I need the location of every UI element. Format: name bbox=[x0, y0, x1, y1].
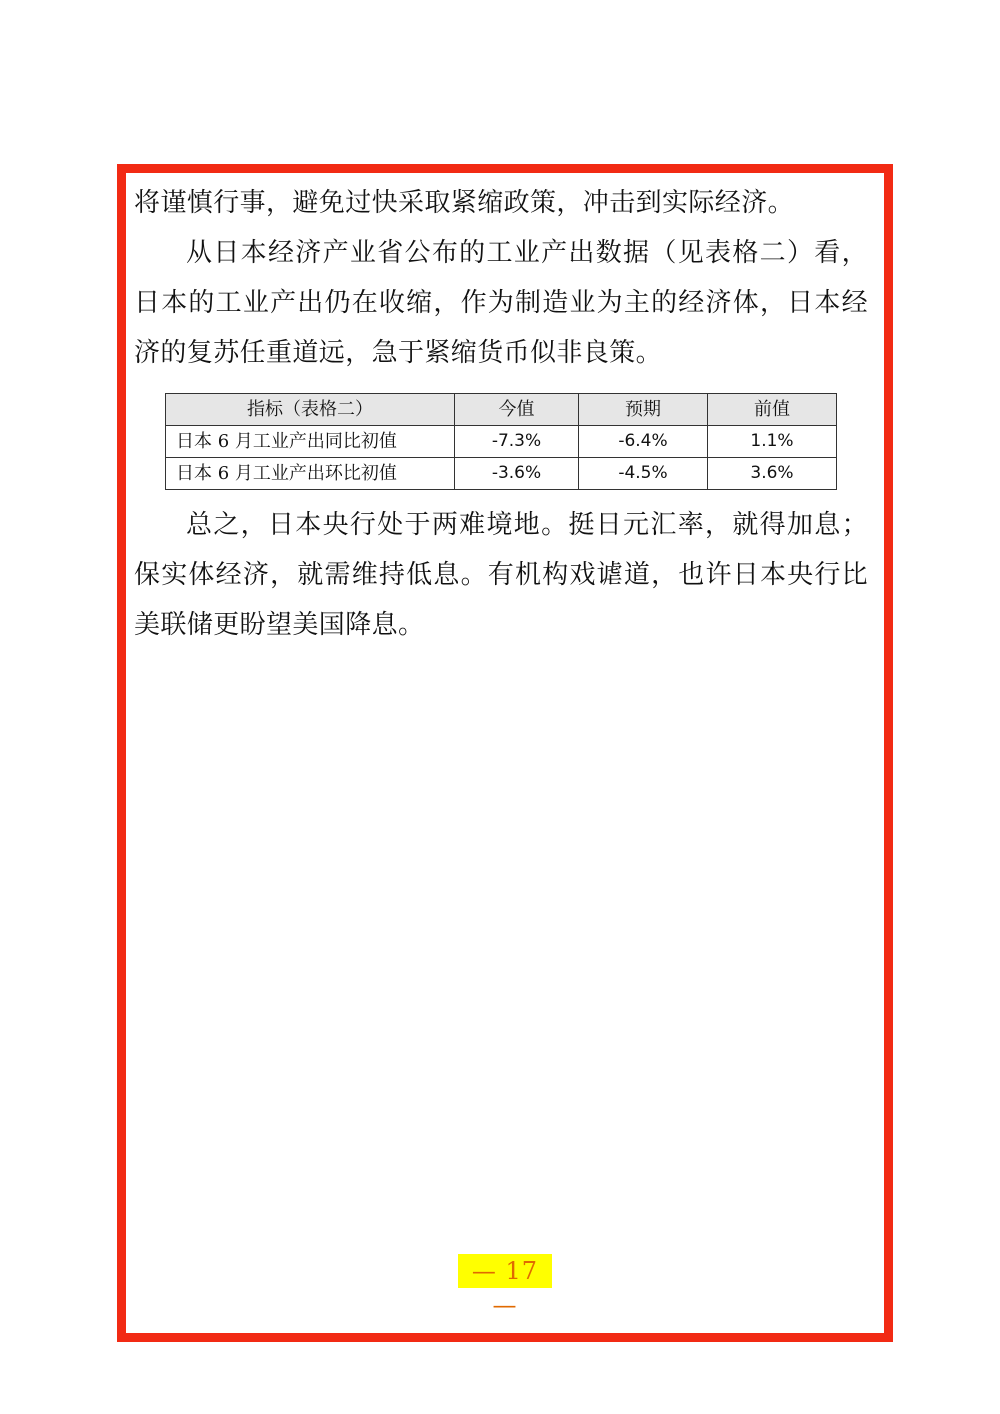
table-row bbox=[166, 426, 837, 458]
table-cell-indicator: 日本 6 月工业产出环比初值 bbox=[166, 458, 455, 490]
table-cell-current: -3.6% bbox=[455, 458, 579, 490]
table-cell-indicator: 日本 6 月工业产出同比初值 bbox=[166, 426, 455, 458]
paragraph-1: 将谨慎行事，避免过快采取紧缩政策，冲击到实际经济。 bbox=[134, 188, 795, 218]
table-row bbox=[166, 458, 837, 490]
table-cell-forecast: -4.5% bbox=[579, 458, 708, 490]
page-content bbox=[134, 178, 868, 650]
industrial-output-table bbox=[165, 393, 837, 490]
table-header-indicator: 指标（表格二） bbox=[166, 394, 455, 426]
table-cell-previous: 1.1% bbox=[708, 426, 837, 458]
page-number: — 17 — bbox=[458, 1254, 552, 1288]
table-header-current: 今值 bbox=[455, 394, 579, 426]
paragraph-2: 从日本经济产业省公布的工业产出数据（见表格二）看，日本的工业产出仍在收缩，作为制造业为主的经济体，日本经济的复苏任重道远，急于紧缩货币似非良策。 bbox=[134, 238, 868, 368]
table-cell-previous: 3.6% bbox=[708, 458, 837, 490]
table-cell-current: -7.3% bbox=[455, 426, 579, 458]
table-cell-forecast: -6.4% bbox=[579, 426, 708, 458]
table-header-previous: 前值 bbox=[708, 394, 837, 426]
table-header-forecast: 预期 bbox=[579, 394, 708, 426]
paragraph-3: 总之，日本央行处于两难境地。挺日元汇率，就得加息；保实体经济，就需维持低息。有机构戏谑道，也许日本央行比美联储更盼望美国降息。 bbox=[134, 510, 868, 640]
table-header-row bbox=[166, 394, 837, 426]
data-table-wrapper bbox=[165, 393, 836, 490]
